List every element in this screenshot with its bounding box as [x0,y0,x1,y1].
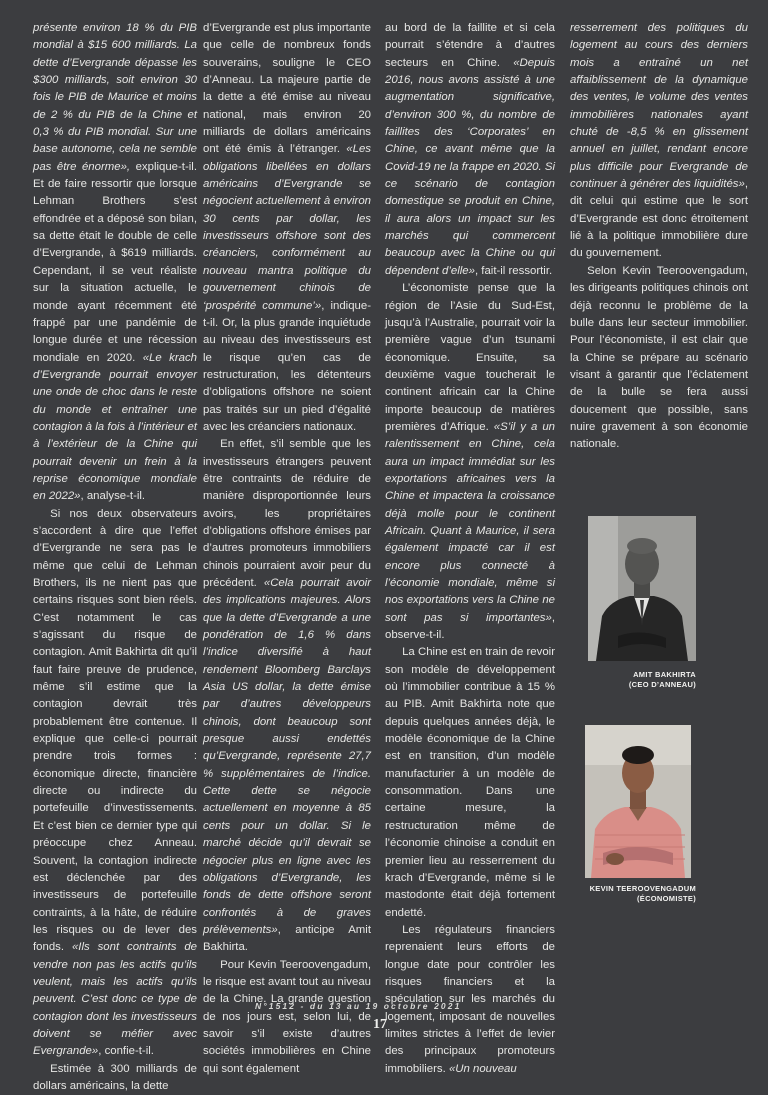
body-text: à $619 mil [109,247,167,260]
page-number: 17 [373,1017,387,1032]
quote-text: resserrement des politiques du logement au cours des derniers mois a entraîné un net affaiblissement de la dynamique des ventes, le volume des ventes immobilières nationales ayant chuté de -8,5 % en glissement annuel en juillet, rendant encore plus difficile pour Evergrande de continuer à générer des liquidités» [570,22,748,191]
caption-role: (CEO D’ANNEAU) [628,680,696,689]
article-column-3 [385,20,556,1075]
body-text: , anticipe Amit Bakhirta. [203,923,371,954]
quote-text: «Le krach d’Evergrande pourrait envoyer une onde de choc dans le reste du monde et entraîner une contagion à la fois à l’intérieur et à l’extérieur de la Chine qui pourrait devenir un frein à la reprise économique mondiale en 2022» [33,351,197,503]
paragraph [203,957,371,1078]
quote-text: «Cela pourrait avoir des implications majeures. Alors que la dette d’Evergrande a une pondération de 1,6 % dans l’indice diversifié à haut rendement Bloomberg Barclays Asia US dollar, la dette émise par d’autres développeurs chinois, dont beaucoup sont presque aussi endettés qu’Evergrande, représente 27,7 % supplémentaires de l’indice. Cette dette se négocie actuellement en moyenne à 85 cents pour un dollar. Si le marché décide qu’il devrait se négocier plus en ligne avec les obligations d’Evergrande, les fonds de dette offshore seront confrontés à de graves prélèvements» [203,577,371,936]
paragraph [570,263,748,454]
portrait-amit-bakhirta [588,516,696,661]
quote-text: «Les obligations libellées en dollars américains d’Evergrande se négocient actuellement à environ 30 cents par dollar, les investisseurs offshore sont des créanciers, conformément au nouveau mantra politique du gouvernement chinois de ‘prospérité commune’» [203,143,371,312]
body-text: Les régulateurs financiers reprenaient leurs efforts de longue date pour contrôler les risques financiers et la spéculation sur les marchés du logement, imposant de nouvelles limites strictes à l’effet de levier des principaux promoteurs immobiliers. [385,923,555,1075]
paragraph [385,280,555,644]
quote-text: «S’il y a un ralentissement en Chine, cela aura un impact immédiat sur les exportations africaines vers la Chine et impactera la croissance déjà molle pour le continent Africain. Quant à Maurice, il sera également impacté car il est encore plus connecté à l’économie mondiale, même si nos exportations vers la Chine ne sont pas si importantes» [385,420,556,624]
article-column-4 [570,20,748,451]
caption-name: AMIT BAKHIRTA [633,670,696,679]
body-text: Selon Kevin Teeroovengadum, les dirigeants politiques chinois ont déjà reconnu le problème de la bulle dans leur secteur immobilier. Pour l’économiste, il est clair que la Chine se prépare au scénario visant à garantir que l’éclatement de la bulle se fera aussi doucement que possible, sans nuire gravement à son économie nationale. [570,264,748,451]
paragraph [33,1061,197,1095]
body-text: d’Evergrande est plus importante que celle de nombreux fonds souverains, souligne le CEO d’Anneau. La majeure partie de la dette a été émise au niveau national, mais environ 20 milliards de dollars américains ont été émis à l’étranger. [203,22,371,156]
paragraph [385,644,555,922]
portrait-kevin-teeroovengadum [585,725,691,878]
caption-name: KEVIN TEEROOVENGADUM [589,884,696,893]
body-text: En effet, s’il semble que les investisseurs étrangers peuvent être contraints de réduire de manière disproportionnée leurs avoirs, les propriétaires d’obligations offshore émises par d’autres promoteurs immobiliers chinois pourraient avoir peur du précédent. [203,438,371,589]
caption-role: (ÉCONOMISTE) [636,894,696,903]
quote-text: «Un nouveau [448,1062,517,1075]
paragraph [570,20,748,263]
body-text: , analyse-t-il. [80,490,146,503]
body-text: L’économiste pense que la région de l’Asie du Sud-Est, jusqu’à l’Australie, pourrait voir la première vague d’un tsunami économique. Ensuite, sa deuxième vague toucherait le continent africain car la Chine importe beaucoup de matières premières d’Afrique. [385,282,555,433]
caption-amit-bakhirta [600,670,696,690]
quote-text: «Ils sont contraints de vendre non pas les actifs qu’ils veulent, mais les actifs qu’ils peuvent. C’est donc ce type de contagion dont les investisseurs doivent se méfier avec Evergrande» [33,941,197,1058]
paragraph [385,20,555,280]
caption-kevin-teeroovengadum [580,884,696,904]
paragraph [33,20,197,506]
body-text: , confie-t-il. [98,1045,154,1058]
paragraph [203,20,371,436]
paragraph [203,436,371,956]
body-text: Estimée à 300 milliards de dollars américains, la dette [33,1062,197,1092]
issue-footer: N°1512 - du 13 au 19 octobre 2021 [255,1001,462,1011]
body-text: Pour Kevin Teeroovengadum, le risque est avant tout au niveau de la Chine. La grande question de nos jours est, selon lui, de savoir s’il existe d’autres sociétés immobilières en Chine qui sont également [203,958,371,1075]
paragraph [33,506,197,1061]
quote-text: présente environ 18 % du PIB mondial à $15 600 milliards. La dette d’Evergrande dépasse les $300 milliards, soit environ 30 fois le PIB de Maurice et moins de 2 % du PIB de la Chine et 0,3 % du PIB mondial. Sur une base autonome, cela ne semble pas être énorme», [33,22,197,173]
paragraph [385,922,555,1078]
body-text: , fait-il ressortir. [474,264,553,277]
body-text: , dit celui qui estime que le sort d’Evergrande est donc étroitement lié à la politique immobilière dure du gouvernement. [570,178,748,260]
body-text: , indique-t-il. Or, la plus grande inquiétude au niveau des investisseurs est le risque qu’en cas de restructuration, les détenteurs d’obligations offshore ne soient pas traités sur un pied d’égalité avec les créanciers nationaux. [203,299,371,433]
body-text: Si nos deux observateurs s’accordent à dire que l’effet d’Evergrande ne sera pas le même que celui de Lehman Brothers, ils ne nient pas que certains risques sont bien réels. C’est notamment le cas s’agissant du risque de contagion. Amit Bakhirta dit qu’il faut faire preuve de prudence, même s’il estime que la contagion devrait très probablement être contenue. Il explique que celle-ci pourrait prendre trois formes : économique directe, financière directe ou indirecte du portefeuille d’investissements. Et c’est bien ce dernier type qui préoccupe chez Anneau. Souvent, la contagion indirecte est déclenchée par des investisseurs de portefeuille contraints, à la hâte, de réduire les risques ou de lever des fonds. [33,507,197,954]
body-text: La Chine est en train de revoir son modèle de développement où l’immobilier contribue à 15 % au PIB. Amit Bakhirta note que depuis quelques années déjà, le modèle économique de la Chine est en transition, d’un modèle manufacturier à un modèle de consommation. Dans une certaine mesure, la restructuration même de l’économie chinoise a conduit en premier lieu au resserrement du krach d’Evergrande, même si le mastodonte était déjà fortement endetté. [385,646,555,919]
body-text: au bord de la faillite et si cela pourrait s’étendre à d’autres secteurs en Chine. [385,22,555,69]
body-text: liards. Cependant, il se veut réaliste sur la situation actuelle, le monde ayant récemment été frappé par une pandémie de longue durée et une récession mondiale en 2020. [33,247,197,364]
body-text: explique-t-il. Et de faire ressortir que lorsque Lehman Brothers s’est effondrée et a déposé son bilan, sa dette était le double de celle d’Evergrande, [33,160,197,260]
quote-text: «Depuis 2016, nous avons assisté à une augmentation significative, d’environ 300 %, du nombre de faillites des ‘Corporates’ en Chine, ce avant même que la Covid-19 ne la frappe en 2020. Si ce scénario de contagion domestique se produit en Chine, il aura alors un impact sur les marchés qui commercent beaucoup avec la Chine ou qui dépendent d’elle» [385,56,555,277]
body-text: , observe-t-il. [385,611,555,642]
article-column-1 [33,20,197,1092]
